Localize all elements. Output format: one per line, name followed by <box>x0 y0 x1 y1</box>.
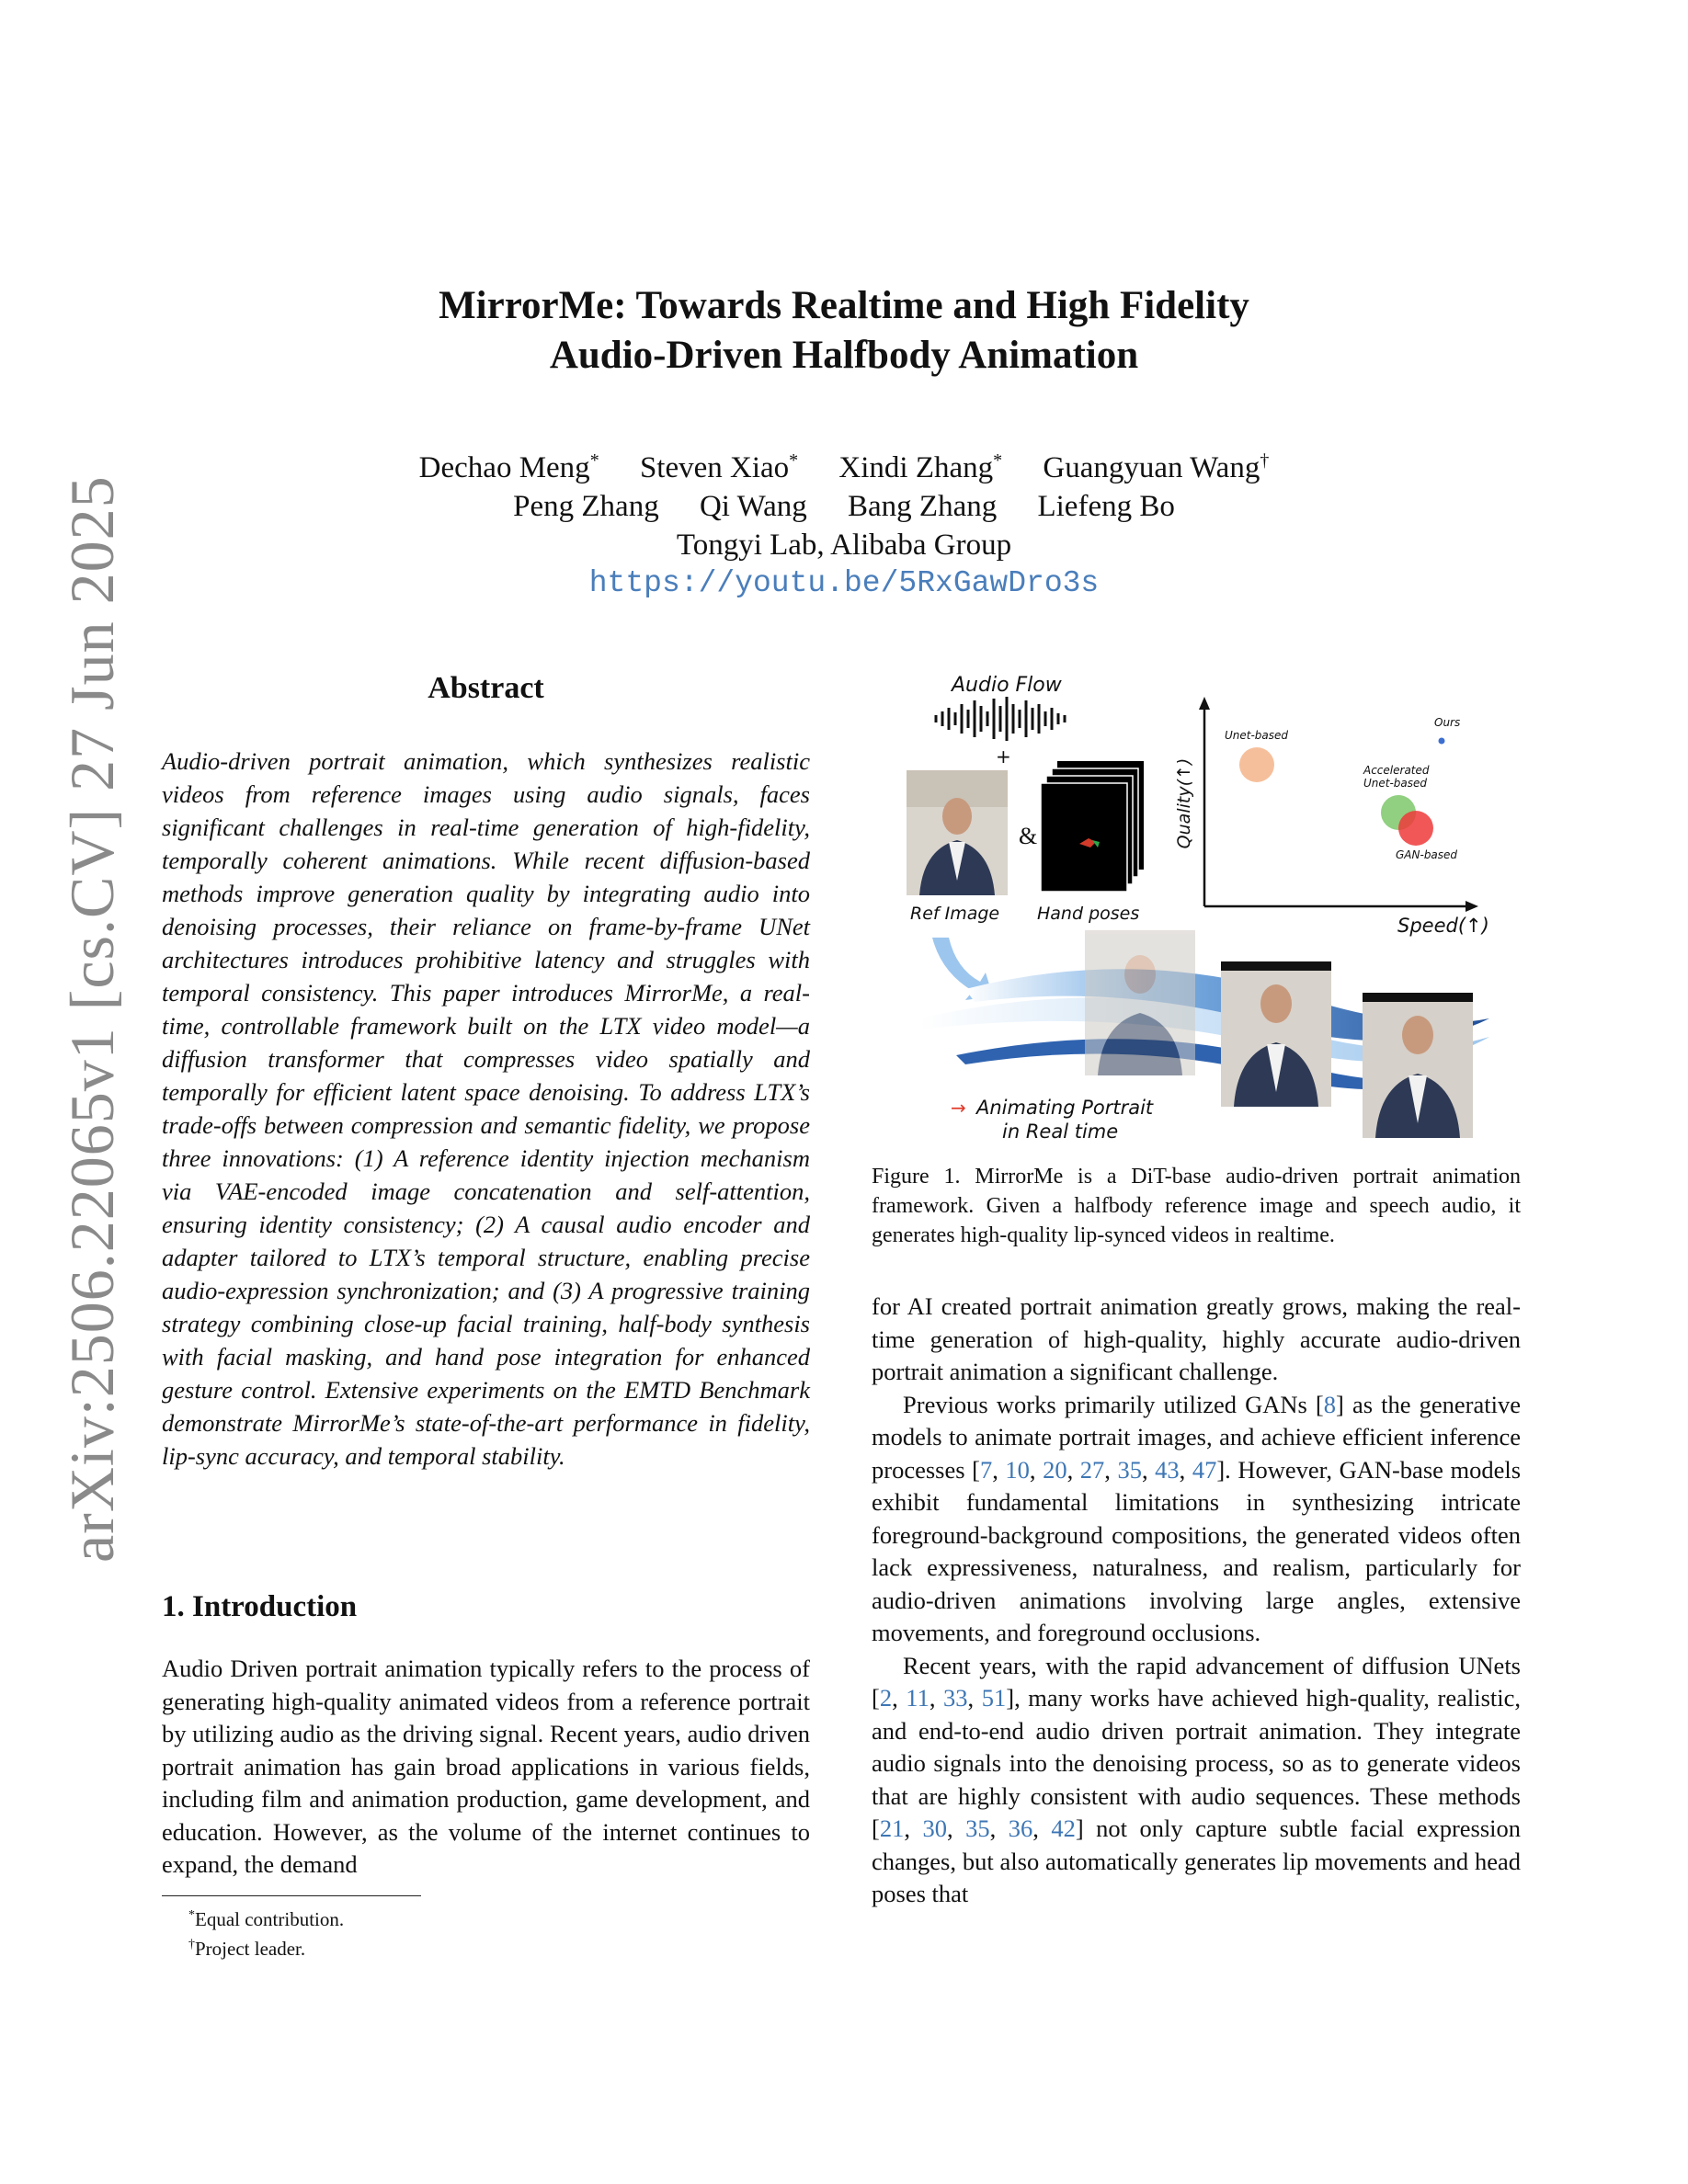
accelerated-label-line-1: Accelerated <box>1363 764 1430 777</box>
citation-link[interactable]: 8 <box>1323 1390 1337 1418</box>
ours-label: Ours <box>1434 716 1461 729</box>
output-frame-1 <box>1085 930 1195 1075</box>
citation-link[interactable]: 10 <box>1005 1455 1030 1484</box>
title-line-1: MirrorMe: Towards Realtime and High Fidelity <box>439 284 1249 327</box>
author-name: Liefeng Bo <box>1037 490 1175 523</box>
footnotes <box>188 1903 648 1962</box>
citation-link[interactable]: 2 <box>879 1684 893 1712</box>
citation-link[interactable]: 35 <box>965 1814 990 1842</box>
hand-poses-stack <box>1041 761 1144 892</box>
abstract-heading: Abstract <box>428 671 544 705</box>
gan-based-bubble <box>1398 811 1433 846</box>
ours-point <box>1439 738 1445 745</box>
citation-link[interactable]: 36 <box>1008 1814 1033 1842</box>
author-row-2 <box>276 487 1412 526</box>
author-name: Steven Xiao* <box>639 450 799 484</box>
red-arrow-icon: → <box>951 1097 966 1119</box>
author-name: Dechao Meng* <box>418 450 599 484</box>
output-frame-3 <box>1363 993 1473 1138</box>
intro-paragraph-continued: for AI created portrait animation greatly grows, making the real-time generation of high-quality, highly accurate audio-driven portrait animation a significant challenge. <box>872 1292 1521 1385</box>
figure-1 <box>901 669 1508 1156</box>
hand-poses-label: Hand poses <box>1037 904 1140 924</box>
citation-link[interactable]: 35 <box>1117 1455 1142 1484</box>
citation-link[interactable]: 42 <box>1051 1814 1076 1842</box>
figure-1-caption: Figure 1. MirrorMe is a DiT-base audio-driven portrait animation framework. Given a halfbody reference image and speech audio, it generates high-quality lip-synced videos in realtime. <box>872 1165 1521 1247</box>
author-name: Bang Zhang <box>848 490 998 523</box>
video-link[interactable]: https://youtu.be/5RxGawDro3s <box>588 566 1100 600</box>
audio-flow-label: Audio Flow <box>952 674 1062 697</box>
y-axis-label: Quality(↑) <box>1174 757 1194 849</box>
intro-right-column <box>872 1291 1521 1911</box>
author-row-1 <box>276 441 1412 487</box>
author-name: Guangyuan Wang† <box>1043 450 1270 484</box>
author-name: Xindi Zhang* <box>838 450 1003 484</box>
citation-link[interactable]: 27 <box>1079 1455 1105 1484</box>
author-name: Peng Zhang <box>513 490 659 523</box>
author-name: Qi Wang <box>699 490 807 523</box>
output-frame-2 <box>1221 961 1331 1107</box>
citation-link[interactable]: 33 <box>943 1684 968 1712</box>
citation-link[interactable]: 11 <box>906 1684 930 1712</box>
gan-based-label: GAN-based <box>1396 848 1458 861</box>
footnote-equal: *Equal contribution. <box>188 1908 345 1930</box>
ref-image-label: Ref Image <box>910 904 1000 924</box>
unet-based-bubble <box>1239 747 1274 782</box>
title-line-2: Audio-Driven Halfbody Animation <box>549 334 1139 377</box>
abstract-text: Audio-driven portrait animation, which synthesizes realistic videos from reference images using audio signals, faces significant challenges in real-time generation of high-fidelity, temporally coherent animations. While recent diffusion-based methods improve generation quality by integrating audio into denoising processes, their reliance on frame-by-frame UNet architectures introduces prohibitive latency and struggles with temporal consistency. This paper introduces MirrorMe, a real-time, controllable framework built on the LTX video model—a diffusion transformer that compresses video spatially and temporally for efficient latent space denoising. To address LTX’s trade-offs between compression and semantic fidelity, we propose three innovations: (1) A reference identity injection mechanism via VAE-encoded image concatenation and self-attention, ensuring identity consistency; (2) A causal audio encoder and adapter tailored to LTX’s temporal structure, enabling precise audio-expression synchronization; and (3) A progressive training strategy combining close-up facial training, half-body synthesis with facial masking, and hand pose integration for enhanced gesture control. Extensive experiments on the EMTD Benchmark demonstrate MirrorMe’s state-of-the-art performance in fidelity, lip-sync accuracy, and temporal stability. <box>162 747 810 1470</box>
intro-paragraph-diffusion: Recent years, with the rapid advancement of diffusion UNets [2, 11, 33, 51], many works have achieved high-quality, realistic, and end-to-end audio driven portrait animation. They integrate audio signals into the denoising process, so as to generate videos that are highly consistent with audio sequences. These methods [21, 30, 35, 36, 42] not only capture subtle facial expression changes, but also automatically generates lip movements and head poses that <box>872 1651 1522 1907</box>
quality-speed-plot <box>1174 697 1489 937</box>
citation-link[interactable]: 20 <box>1043 1455 1067 1484</box>
x-axis-label: Speed(↑) <box>1397 915 1489 937</box>
audio-waveform <box>936 697 1065 741</box>
plot-x-arrow <box>1466 901 1478 912</box>
citation-link[interactable]: 21 <box>879 1814 905 1842</box>
paper-title <box>276 281 1412 381</box>
accelerated-label-line-2: Unet-based <box>1363 777 1428 790</box>
citation-link[interactable]: 47 <box>1192 1455 1217 1484</box>
section-heading-introduction: 1. Introduction <box>162 1590 358 1623</box>
animating-label-line-1: Animating Portrait <box>976 1097 1154 1119</box>
intro-paragraph-left: Audio Driven portrait animation typically refers to the process of generating high-quality animated videos from a reference portrait by utilizing audio as the driving signal. Recent years, audio driven portrait animation has gain broad applications in various fields, including film and animation production, game development, and education. However, as the volume of the internet continues to expand, the demand <box>162 1655 810 1878</box>
citation-link[interactable]: 43 <box>1155 1455 1180 1484</box>
footnote-leader: †Project leader. <box>188 1938 306 1960</box>
citation-link[interactable]: 51 <box>981 1684 1007 1712</box>
animating-label-line-2: in Real time <box>1002 1120 1119 1143</box>
citation-link[interactable]: 30 <box>922 1814 947 1842</box>
unet-based-label: Unet-based <box>1225 729 1289 742</box>
plus-sign: + <box>996 745 1011 768</box>
footnote-rule <box>162 1895 421 1896</box>
arxiv-identifier: arXiv:2506.22065v1 [cs.CV] 27 Jun 2025 <box>57 475 127 1563</box>
affiliation: Tongyi Lab, Alibaba Group <box>676 529 1012 562</box>
reference-image <box>907 770 1008 895</box>
plot-y-arrow <box>1199 697 1210 710</box>
intro-paragraph-gans: Previous works primarily utilized GANs [8] as the generative models to animate portrait images, and achieve efficient inference processes [7, 10, 20, 27, 35, 43, 47]. However, GAN-base models exhibit fundamental limitations in synthesizing intricate foreground-background compositions, the generated videos often lack expressiveness, naturalness, and realism, particularly for audio-driven animations involving large angles, extensive movements, and foreground occlusions. <box>872 1390 1522 1646</box>
citation-link[interactable]: 7 <box>979 1455 993 1484</box>
ampersand: & <box>1019 823 1038 849</box>
author-block <box>276 441 1412 603</box>
